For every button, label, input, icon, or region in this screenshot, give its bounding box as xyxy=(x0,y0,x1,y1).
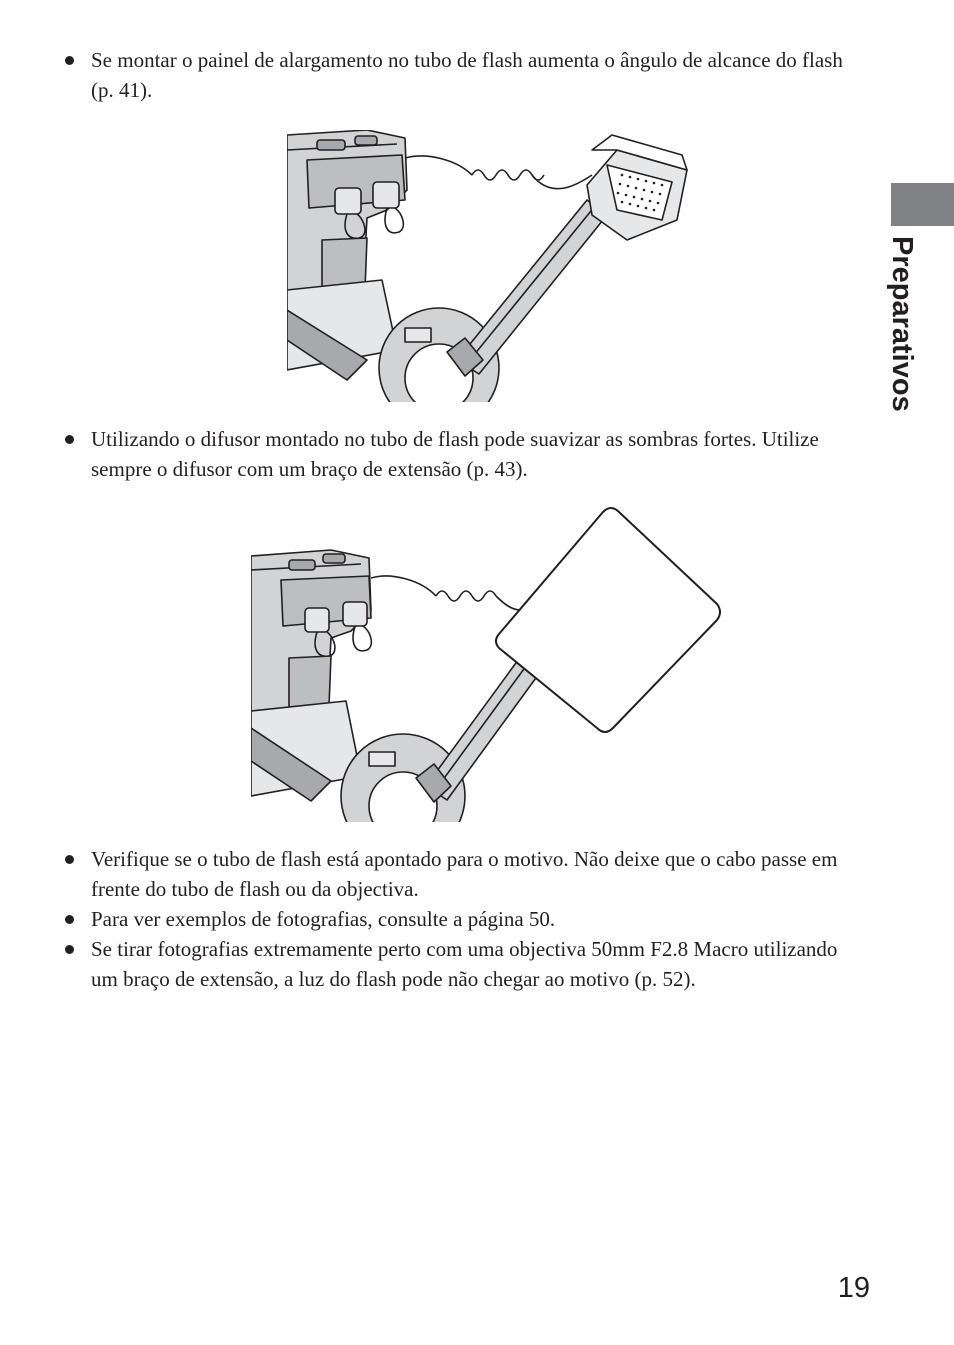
list-item xyxy=(62,934,862,994)
bullet-text: Se montar o painel de alargamento no tubo de flash aumenta o ângulo de alcance do flash (p. 41). xyxy=(91,48,843,102)
section-tab-label: Preparativos xyxy=(886,236,918,412)
bullet-dot xyxy=(65,56,74,65)
list-item xyxy=(62,424,862,484)
bullet-list-notes xyxy=(62,844,862,994)
wide-panel-illustration xyxy=(287,130,697,402)
list-item xyxy=(62,844,862,904)
bullet-dot xyxy=(65,855,74,864)
section-tab-marker xyxy=(891,183,954,226)
diffuser-illustration xyxy=(251,506,723,822)
bullet-dot xyxy=(65,945,74,954)
list-item xyxy=(62,45,862,105)
bullet-text: Utilizando o difusor montado no tubo de flash pode suavizar as sombras fortes. Utilize sempre o difusor com um braço de extensão (p. 43). xyxy=(91,427,819,481)
bullet-text: Verifique se o tubo de flash está apontado para o motivo. Não deixe que o cabo passe em frente do tubo de flash ou da objectiva. xyxy=(91,847,838,901)
bullet-text: Se tirar fotografias extremamente perto com uma objectiva 50mm F2.8 Macro utilizando um braço de extensão, a luz do flash pode não chegar ao motivo (p. 52). xyxy=(91,937,838,991)
bullet-dot xyxy=(65,915,74,924)
bullet-list-diffuser xyxy=(62,424,862,484)
bullet-text: Para ver exemplos de fotografias, consulte a página 50. xyxy=(91,907,556,931)
page-number: 19 xyxy=(837,1272,870,1304)
list-item xyxy=(62,904,862,934)
bullet-list-wide-panel xyxy=(62,45,862,105)
bullet-dot xyxy=(65,435,74,444)
